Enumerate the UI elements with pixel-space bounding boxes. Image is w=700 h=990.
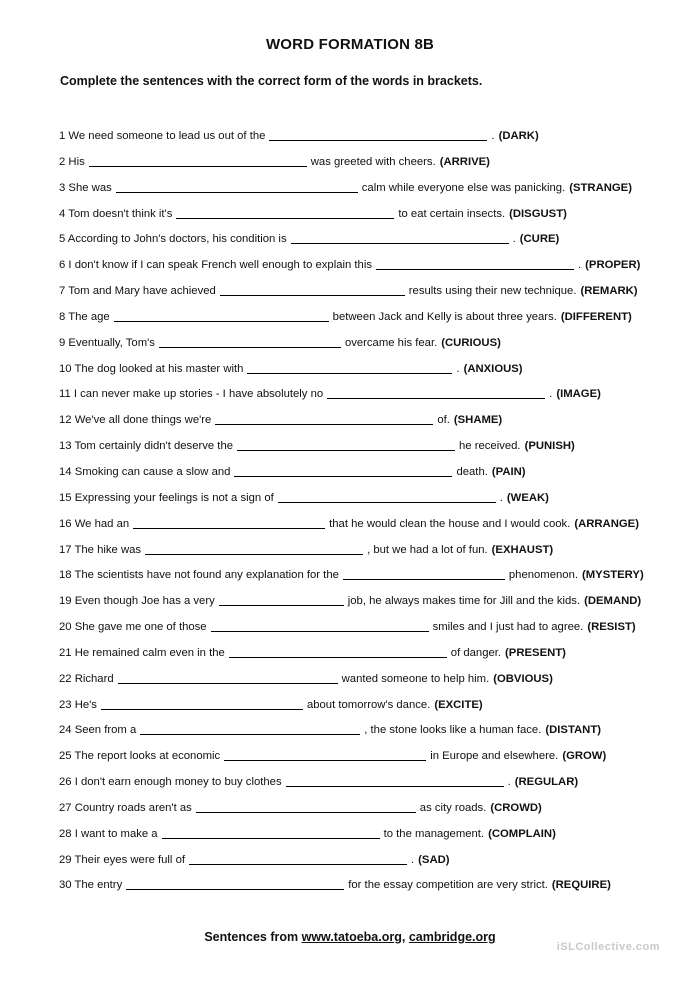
exercise-item: [59, 723, 659, 749]
item-text-after: to the management.: [383, 827, 485, 840]
item-text-after: between Jack and Kelly is about three years.: [332, 310, 557, 323]
exercise-item: [59, 465, 659, 491]
answer-blank[interactable]: [118, 672, 338, 684]
answer-blank[interactable]: [133, 517, 325, 529]
item-text-after: of danger.: [450, 646, 502, 659]
item-text-before: 27 Country roads aren't as: [59, 801, 192, 814]
exercise-list: [59, 129, 659, 904]
item-text-after: for the essay competition are very strict.: [348, 879, 548, 892]
base-word: (SHAME): [453, 414, 503, 427]
base-word: (GROW): [562, 750, 607, 763]
answer-blank[interactable]: [101, 698, 303, 710]
item-text-after: of.: [437, 414, 450, 427]
base-word: (PAIN): [491, 465, 526, 478]
base-word: (DEMAND): [584, 595, 642, 608]
item-text-before: 14 Smoking can cause a slow and: [59, 465, 231, 478]
item-text-before: 11 I can never make up stories - I have absolutely no: [59, 388, 324, 401]
item-text-after: that he would clean the house and I would cook.: [329, 517, 571, 530]
exercise-item: [59, 284, 659, 310]
item-text-before: 3 She was: [59, 181, 112, 194]
answer-blank[interactable]: [211, 620, 429, 632]
base-word: (ARRIVE): [439, 155, 490, 168]
exercise-item: [59, 491, 659, 517]
item-text-after: .: [499, 491, 503, 504]
item-text-before: 22 Richard: [59, 672, 114, 685]
base-word: (ANXIOUS): [463, 362, 523, 375]
exercise-item: [59, 439, 659, 465]
answer-blank[interactable]: [269, 129, 487, 141]
item-text-before: 23 He's: [59, 698, 97, 711]
base-word: (SAD): [418, 853, 450, 866]
exercise-item: [59, 155, 659, 181]
item-text-before: 6 I don't know if I can speak French well enough to explain this: [59, 259, 373, 272]
exercise-item: [59, 801, 659, 827]
item-text-before: 16 We had an: [59, 517, 130, 530]
base-word: (OBVIOUS): [493, 672, 553, 685]
instruction-text: Complete the sentences with the correct form of the words in brackets.: [60, 74, 483, 88]
footer-separator: ,: [401, 930, 409, 944]
item-text-after: , the stone looks like a human face.: [364, 724, 542, 737]
item-text-before: 8 The age: [59, 310, 110, 323]
exercise-item: [59, 362, 659, 388]
exercise-item: [59, 543, 659, 569]
answer-blank[interactable]: [215, 413, 433, 425]
base-word: (CROWD): [490, 801, 542, 814]
base-word: (CURE): [519, 233, 560, 246]
item-text-after: , but we had a lot of fun.: [367, 543, 488, 556]
exercise-item: [59, 672, 659, 698]
answer-blank[interactable]: [278, 491, 496, 503]
item-text-after: .: [491, 130, 495, 142]
answer-blank[interactable]: [234, 465, 452, 477]
base-word: (DARK): [498, 130, 539, 142]
exercise-item: [59, 827, 659, 853]
item-text-before: 15 Expressing your feelings is not a sign of: [59, 491, 274, 504]
item-text-after: to eat certain insects.: [398, 207, 506, 220]
answer-blank[interactable]: [224, 749, 426, 761]
base-word: (EXCITE): [434, 698, 483, 711]
cambridge-link[interactable]: cambridge.org: [408, 930, 496, 944]
base-word: (REGULAR): [514, 776, 579, 789]
base-word: (IMAGE): [556, 388, 601, 401]
base-word: (DIFFERENT): [560, 310, 632, 323]
page-title: WORD FORMATION 8B: [265, 36, 435, 53]
exercise-item: [59, 853, 659, 879]
answer-blank[interactable]: [291, 232, 509, 244]
exercise-item: [59, 310, 659, 336]
item-text-before: 19 Even though Joe has a very: [59, 595, 215, 608]
item-text-before: 4 Tom doesn't think it's: [59, 207, 173, 220]
answer-blank[interactable]: [126, 878, 344, 890]
answer-blank[interactable]: [219, 594, 344, 606]
item-text-after: .: [578, 259, 582, 272]
exercise-item: [59, 775, 659, 801]
item-text-before: 10 The dog looked at his master with: [59, 362, 244, 375]
base-word: (MYSTERY): [582, 569, 644, 582]
footer-prefix: Sentences from: [204, 930, 302, 944]
item-text-before: 9 Eventually, Tom's: [59, 336, 155, 349]
answer-blank[interactable]: [189, 853, 407, 865]
base-word: (EXHAUST): [491, 543, 554, 556]
item-text-before: 13 Tom certainly didn't deserve the: [59, 440, 234, 453]
base-word: (WEAK): [506, 491, 549, 504]
exercise-item: [59, 129, 659, 155]
item-text-after: results using their new technique.: [408, 285, 577, 298]
answer-blank[interactable]: [220, 284, 405, 296]
item-text-before: 2 His: [59, 155, 85, 168]
exercise-item: [59, 336, 659, 362]
item-text-after: phenomenon.: [508, 569, 578, 582]
item-text-after: wanted someone to help him.: [341, 672, 490, 685]
answer-blank[interactable]: [140, 723, 360, 735]
answer-blank[interactable]: [343, 568, 505, 580]
item-text-before: 21 He remained calm even in the: [59, 646, 225, 659]
item-text-before: 28 I want to make a: [59, 827, 158, 840]
answer-blank[interactable]: [176, 207, 394, 219]
base-word: (COMPLAIN): [488, 827, 556, 840]
item-text-before: 20 She gave me one of those: [59, 621, 207, 634]
base-word: (ARRANGE): [574, 517, 639, 530]
watermark: iSLCollective.com: [556, 941, 660, 953]
base-word: (PUNISH): [524, 440, 575, 453]
item-text-after: as city roads.: [419, 801, 487, 814]
exercise-item: [59, 258, 659, 284]
exercise-item: [59, 646, 659, 672]
item-text-before: 12 We've all done things we're: [59, 414, 212, 427]
item-text-after: he received.: [459, 440, 521, 453]
item-text-after: calm while everyone else was panicking.: [361, 181, 566, 194]
item-text-before: 1 We need someone to lead us out of the: [59, 130, 266, 142]
base-word: (CURIOUS): [441, 336, 501, 349]
exercise-item: [59, 207, 659, 233]
answer-blank[interactable]: [376, 258, 574, 270]
item-text-before: 25 The report looks at economic: [59, 750, 221, 763]
answer-blank[interactable]: [89, 155, 307, 167]
base-word: (PRESENT): [505, 646, 566, 659]
answer-blank[interactable]: [159, 336, 341, 348]
tatoeba-link[interactable]: www.tatoeba.org: [301, 930, 402, 944]
exercise-item: [59, 878, 659, 904]
item-text-after: job, he always makes time for Jill and the kids.: [347, 595, 581, 608]
answer-blank[interactable]: [162, 827, 380, 839]
base-word: (DISTANT): [545, 724, 601, 737]
answer-blank[interactable]: [145, 543, 363, 555]
item-text-before: 18 The scientists have not found any explanation for the: [59, 569, 339, 582]
item-text-before: 24 Seen from a: [59, 724, 137, 737]
exercise-item: [59, 698, 659, 724]
item-text-after: smiles and I just had to agree.: [432, 621, 584, 634]
exercise-item: [59, 387, 659, 413]
exercise-item: [59, 568, 659, 594]
item-text-after: was greeted with cheers.: [310, 155, 436, 168]
exercise-item: [59, 749, 659, 775]
item-text-before: 5 According to John's doctors, his condition is: [59, 233, 287, 246]
base-word: (RESIST): [587, 621, 636, 634]
item-text-after: .: [507, 776, 511, 789]
item-text-after: in Europe and elsewhere.: [430, 750, 559, 763]
item-text-after: .: [411, 853, 415, 866]
exercise-item: [59, 181, 659, 207]
base-word: (REQUIRE): [551, 879, 611, 892]
base-word: (REMARK): [580, 285, 638, 298]
item-text-before: 30 The entry: [59, 879, 123, 892]
item-text-after: .: [512, 233, 516, 246]
answer-blank[interactable]: [229, 646, 447, 658]
item-text-before: 17 The hike was: [59, 543, 142, 556]
answer-blank[interactable]: [286, 775, 504, 787]
item-text-before: 29 Their eyes were full of: [59, 853, 186, 866]
answer-blank[interactable]: [237, 439, 455, 451]
exercise-item: [59, 517, 659, 543]
answer-blank[interactable]: [327, 387, 545, 399]
item-text-after: .: [549, 388, 553, 401]
item-text-after: .: [456, 362, 460, 375]
item-text-after: death.: [456, 465, 488, 478]
base-word: (PROPER): [585, 259, 641, 272]
base-word: (STRANGE): [569, 181, 632, 194]
item-text-after: overcame his fear.: [344, 336, 438, 349]
answer-blank[interactable]: [196, 801, 416, 813]
exercise-item: [59, 620, 659, 646]
exercise-item: [59, 413, 659, 439]
base-word: (DISGUST): [509, 207, 567, 220]
item-text-before: 26 I don't earn enough money to buy clothes: [59, 776, 282, 789]
answer-blank[interactable]: [116, 181, 358, 193]
answer-blank[interactable]: [114, 310, 329, 322]
exercise-item: [59, 594, 659, 620]
exercise-item: [59, 232, 659, 258]
item-text-after: about tomorrow's dance.: [306, 698, 431, 711]
item-text-before: 7 Tom and Mary have achieved: [59, 285, 216, 298]
answer-blank[interactable]: [247, 362, 452, 374]
